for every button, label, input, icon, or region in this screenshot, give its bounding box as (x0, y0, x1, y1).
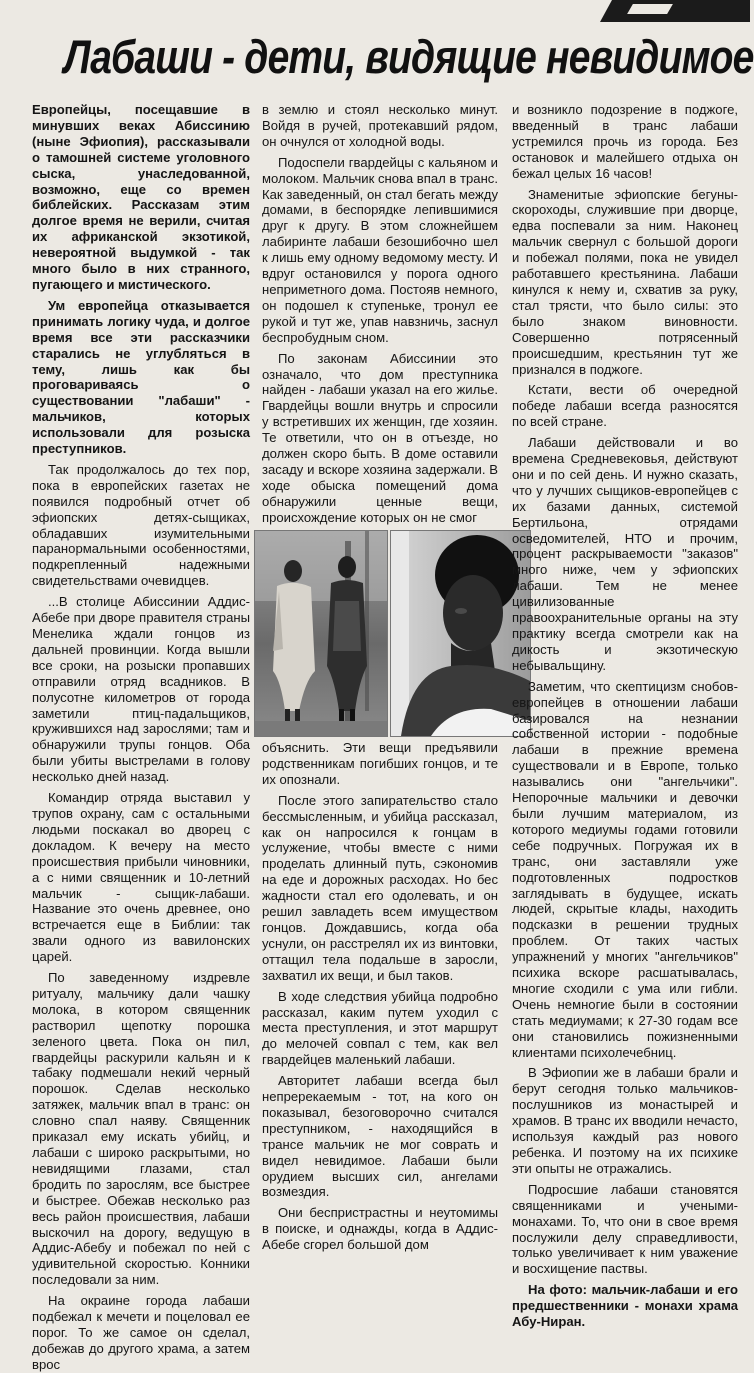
corner-graphic (600, 0, 750, 22)
lead-paragraph-2: Ум европейца отказывается принимать логику чуда, и долгое время все эти рассказчики старались не углубляться в тему, лишь как бы проговариваясь о существовании "лабаши" - мальчиков, которых использовали для розыска преступников. (32, 297, 250, 457)
paragraph: После этого запирательство стало бессмысленным, и убийца рассказал, как он напросился к гонцам в услужение, чтобы вместе с ними проделать длинный путь, сэкономив на еде и дорожных расходах. Но бес жадности стал его одолевать, и он решил завладеть всем имуществом гонцов. Дождавшись, когда оба уснули, он расстрелял их из винтовки, оттащил тела подальше в заросли, захватил их вещи, и был таков. (262, 792, 498, 983)
article-column-1 (32, 102, 250, 1372)
photo-caption: На фото: мальчик-лабаши и его предшественники - монахи храма Абу-Ниран. (512, 1282, 738, 1330)
paragraph: Подоспели гвардейцы с кальяном и молоком. Мальчик снова впал в транс. Как заведенный, он стал бегать между домами, в беспорядке лепившимися друг к другу. В этом сложнейшем лабиринте лабаши безошибочно шел к лишь ему одному ведомому месту. И вдруг остановился у порога одного неприметного дома. Постояв немного, он подошел к ступеньке, тронул ее рукой и тут же, упав навзничь, заснул беспробудным сном. (262, 154, 498, 345)
paragraph: Знаменитые эфиопские бегуны-скороходы, служившие при дворце, едва поспевали за ним. Наконец мальчик свернул с большой дороги и побежал полями, пока не увидел работавшего крестьянина. Лабаши кинулся к нему и, схватив за руку, стал трясти, что было силы: это было знаком виновности. Совершенно потрясенный происшедшим, крестьянин тут же признался в поджоге. (512, 186, 738, 377)
paragraph: Лабаши действовали и во времена Средневековья, действуют они и по сей день. И нужно сказать, что у лучших сыщиков-европейцев с их базами данных, системой Бертильона, отрядами осведомителей, НТО и прочим, процент раскрываемости "заказов" много ниже, чем у эфиопских лабаши. Тем не менее цивилизованные правоохранительные органы на эту практику всегда смотрели как на дикость и экзотическую небывальщину. (512, 435, 738, 673)
paragraph: в землю и стоял несколько минут. Войдя в ручей, протекавший рядом, он очнулся от холодной воды. (262, 102, 498, 149)
photo-block (254, 530, 529, 735)
photo-boy (390, 530, 531, 737)
paragraph: Подросшие лабаши становятся священниками и учеными-монахами. То, что они в свое время послужили делу справедливости, только увеличивает к ним уважение и восхищение паствы. (512, 1181, 738, 1277)
paragraph: В Эфиопии же в лабаши брали и берут сегодня только мальчиков-послушников из монастырей и храмов. В транс их вводили нечасто, используя каждый раз нового ребенка. И поэтому на их психике эти опыты не отражались. (512, 1065, 738, 1176)
paragraph: Авторитет лабаши всегда был непререкаемым - тот, на кого он показывал, безоговорочно считался преступником, - находящийся в трансе мальчик не мог соврать и видел невидимое. Лабаши были орудием высших сил, ангелами возмездия. (262, 1073, 498, 1200)
paragraph: По заведенному издревле ритуалу, мальчику дали чашку молока, в котором священник растворил щепотку порошка зеленого цвета. Пока он пил, гвардейцы раскурили кальян и к табаку подмешали некий черный порошок. Сделав несколько затяжек, мальчик впал в транс: он словно спал наяву. Священник приказал ему искать убийц, и лабаши с широко раскрытыми, но невидящими глазами, стал бродить по зарослям, все быстрее и быстрее. Обежав несколько раз весь район происшествия, лабаши выскочил на дорогу, ведущую в Аддис-Абебу и побежал по ней с удивительной скоростью. Конники последовали за ним. (32, 970, 250, 1288)
paragraph: По законам Абиссинии это означало, что дом преступника найден - лабаши указал на его жилье. Гвардейцы вошли внутрь и спросили у встретивших их женщин, где хозяин. Те ответили, что он в отъезде, но должен скоро быть. В доме оставили засаду и вскоре хозяина задержали. В ходе обыска помещений дома обнаружили ценные вещи, происхождение которых он не смог (262, 350, 498, 525)
paragraph: Командир отряда выставил у трупов охрану, сам с остальными людьми поскакал во дворец с докладом. К вечеру на место происшествия прибыли чиновники, а с ними священник и 10-летний мальчик - сыщик-лабаши. Название это очень древнее, оно встречается еще в Библии: так звали одного из вавилонских царей. (32, 790, 250, 965)
photo-monks (254, 530, 388, 737)
paragraph: На окраине города лабаши подбежал к мечети и поцеловал ее порог. То же самое он сделал, добежав до другого храма, а затем врос (32, 1293, 250, 1372)
paragraph: и возникло подозрение в поджоге, введенный в транс лабаши устремился прочь из города. Без остановок и малейшего отдыха он бежал целых 16 часов! (512, 102, 738, 181)
paragraph: Заметим, что скептицизм снобов-европейцев в отношении лабаши базировался на незнании собственной истории - подобные лабаши в прежние времена существовали и в Европе, только назывались они "ангельчики". Непорочные мальчики и девочки были лучшим материалом, из которого медиумы годами готовили себе подручных. Погружая их в транс, они заставляли уже подготовленных подростков заглядывать в будущее, искать людей, скрытые клады, находить подсказки в решении трудных проблем. От таких частых упражнений у многих "ангельчиков" психика вскоре расшатывалась, многие сходили с ума или гибли. Очень немногие были в состоянии стать медиумами; к 27-30 годам все они становились пожизненными клиентами психолечебниц. (512, 678, 738, 1060)
lead-paragraph: Европейцы, посещавшие в минувших веках Абиссинию (ныне Эфиопия), рассказывали о тамошней системе уголовного сыска, унаследованной, возможно, еще со времен библейских. Рассказам этим долгое время не верили, считая их африканской экзотикой, невероятной выдумкой - так много было в них странного, пугающего и мистического. (32, 102, 250, 292)
paragraph: Они беспристрастны и неутомимы в поиске, и однажды, когда в Аддис-Абебе сгорел большой дом (262, 1205, 498, 1253)
article-column-3 (512, 102, 738, 1330)
article-column-2-bottom (262, 740, 498, 1253)
paragraph: ...В столице Абиссинии Аддис-Абебе при дворе правителя страны Менелика ждали гонцов из дальней провинции. Когда вышли все сроки, на розыски пропавших отправили отряд всадников. В полусотне километров от города заметили птиц-падальщиков, кружившихся над зарослями; там и обнаружили трупы гонцов. Оба были убиты выстрелами в голову несколько дней назад. (32, 594, 250, 785)
paragraph: объяснить. Эти вещи предъявили родственникам погибших гонцов, и те их опознали. (262, 740, 498, 787)
paragraph: В ходе следствия убийца подробно рассказал, каким путем уходил с места преступления, и этот маршрут до мелочей совпал с тем, как вел гвардейцев маленький лабаши. (262, 988, 498, 1068)
article-column-2-top (262, 102, 498, 527)
paragraph: Так продолжалось до тех пор, пока в европейских газетах не появился подробный отчет об эфиопских детях-сыщиках, обладавших изумительными паранормальными особенностями, подкрепленный надежными свидетельствами очевидцев. (32, 461, 250, 589)
headline: Лабаши - дети, видящие невидимое (63, 30, 754, 83)
paragraph: Кстати, вести об очередной победе лабаши всегда разносятся по всей стране. (512, 382, 738, 430)
